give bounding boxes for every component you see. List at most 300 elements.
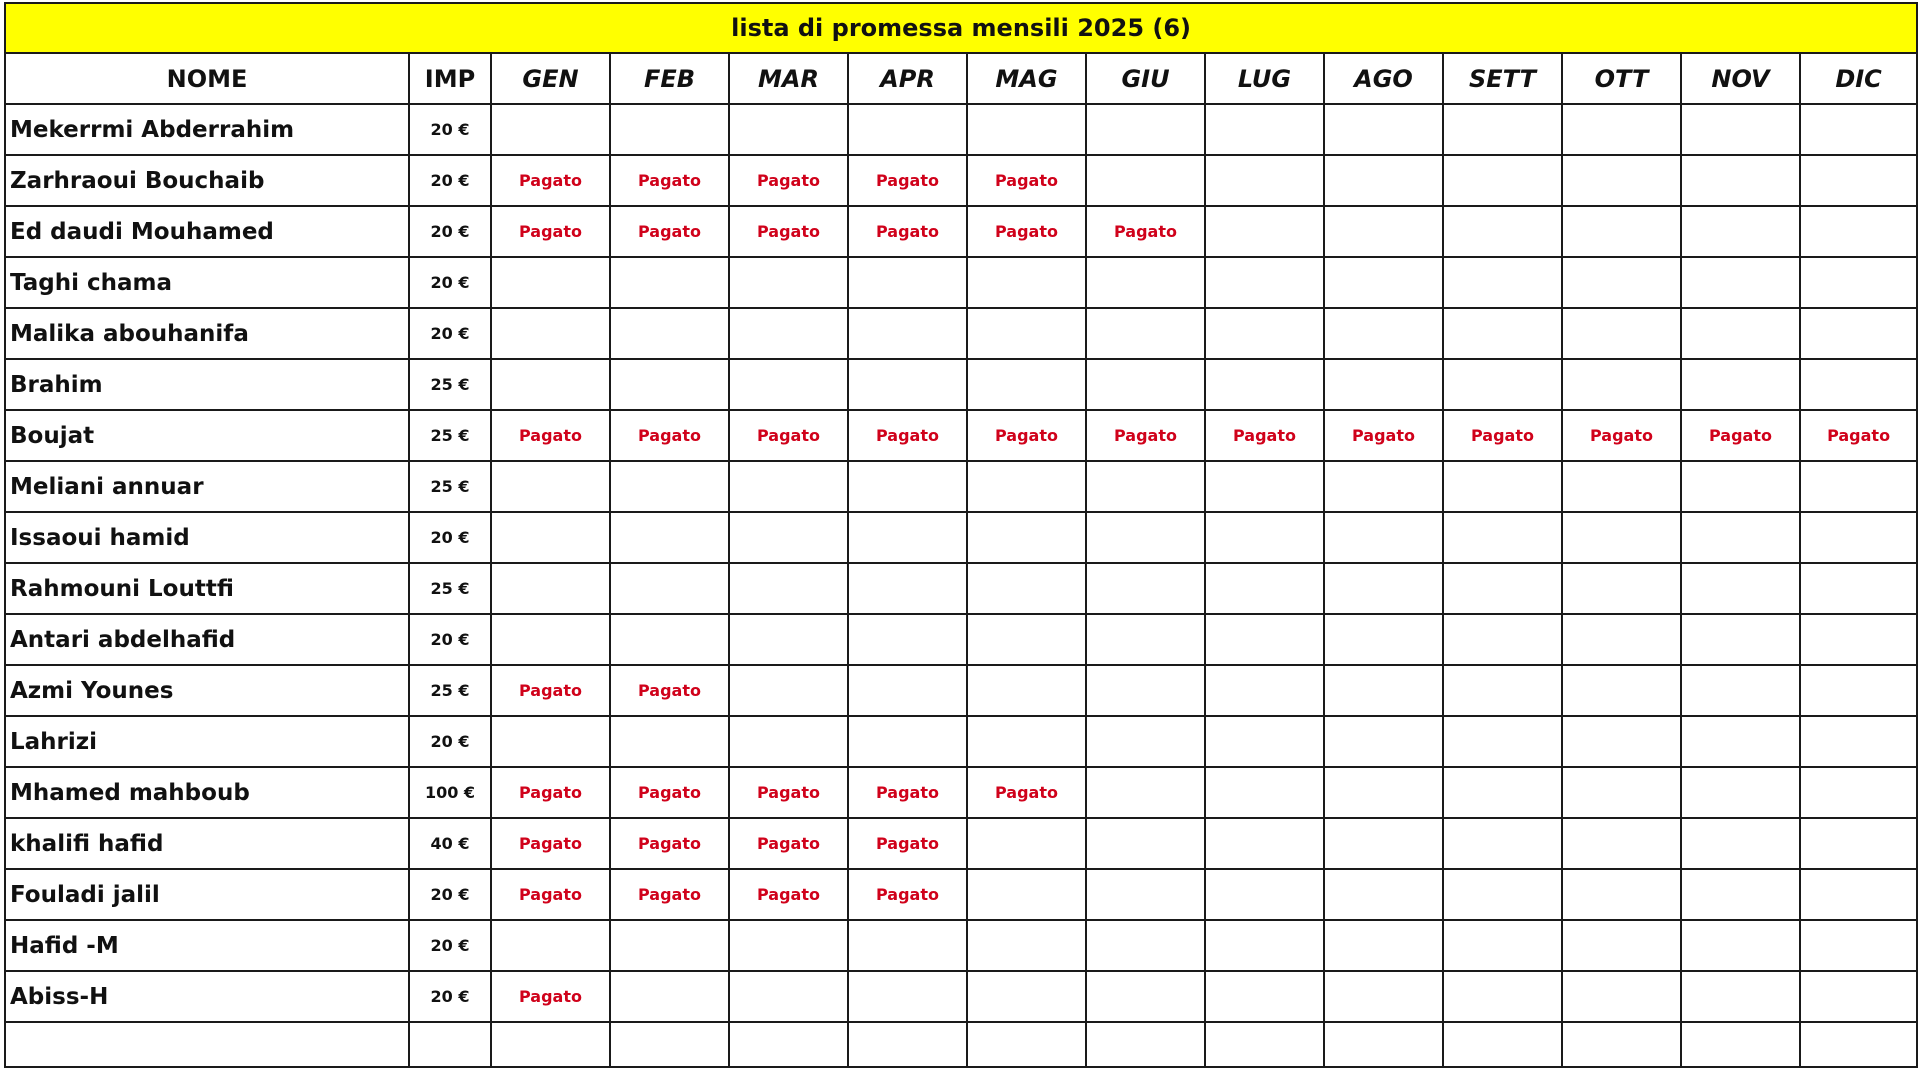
payment-cell-ago[interactable]	[1324, 206, 1443, 257]
table-body	[5, 104, 1917, 1067]
payment-cell-nov[interactable]	[1681, 512, 1800, 563]
payment-cell-nov[interactable]	[1681, 665, 1800, 716]
payment-cell-gen[interactable]: Pagato	[491, 971, 610, 1022]
payment-cell-dic[interactable]	[1800, 818, 1917, 869]
payment-cell-apr[interactable]: Pagato	[848, 206, 967, 257]
payment-cell-mag[interactable]	[967, 308, 1086, 359]
payment-cell-mag[interactable]: Pagato	[967, 410, 1086, 461]
payment-cell-nov[interactable]	[1681, 818, 1800, 869]
payment-cell-ago[interactable]	[1324, 104, 1443, 155]
payment-cell-ago[interactable]	[1324, 257, 1443, 308]
payment-cell-lug[interactable]	[1205, 767, 1324, 818]
member-name-cell[interactable]: Azmi Younes	[5, 665, 409, 716]
payment-cell-ago[interactable]	[1324, 920, 1443, 971]
table-row	[5, 308, 1917, 359]
payment-cell-giu[interactable]: Pagato	[1086, 410, 1205, 461]
payment-cell-apr[interactable]	[848, 971, 967, 1022]
payment-cell-gen[interactable]	[491, 461, 610, 512]
payment-cell-giu[interactable]: Pagato	[1086, 206, 1205, 257]
header-name[interactable]: NOME	[5, 53, 409, 104]
amount-cell[interactable]: 25 €	[409, 359, 491, 410]
payment-cell-gen[interactable]	[491, 104, 610, 155]
table-row	[5, 818, 1917, 869]
payment-cell-mag[interactable]	[967, 614, 1086, 665]
member-name-cell[interactable]: Zarhraoui Bouchaib	[5, 155, 409, 206]
table-row	[5, 563, 1917, 614]
payment-cell-feb[interactable]: Pagato	[610, 206, 729, 257]
payment-cell-giu[interactable]	[1086, 818, 1205, 869]
payment-cell-gen[interactable]	[491, 257, 610, 308]
amount-cell[interactable]: 20 €	[409, 869, 491, 920]
payment-cell-feb[interactable]	[610, 104, 729, 155]
payment-cell-ott[interactable]	[1562, 818, 1681, 869]
payment-cell-sett[interactable]	[1443, 869, 1562, 920]
payment-cell-feb[interactable]: Pagato	[610, 869, 729, 920]
payment-cell-mag[interactable]	[967, 971, 1086, 1022]
pledge-table	[4, 2, 1918, 1068]
payment-cell-sett[interactable]	[1443, 767, 1562, 818]
member-name-cell[interactable]: Ed daudi Mouhamed	[5, 206, 409, 257]
payment-cell-apr[interactable]: Pagato	[848, 767, 967, 818]
payment-cell-mar[interactable]	[729, 104, 848, 155]
table-row	[5, 1022, 1917, 1067]
payment-cell-apr[interactable]	[848, 512, 967, 563]
amount-cell[interactable]: 25 €	[409, 461, 491, 512]
payment-cell-gen[interactable]: Pagato	[491, 410, 610, 461]
payment-cell-sett[interactable]	[1443, 1022, 1562, 1067]
payment-cell-nov[interactable]	[1681, 869, 1800, 920]
payment-cell-feb[interactable]	[610, 257, 729, 308]
header-amount[interactable]: IMP	[409, 53, 491, 104]
payment-cell-nov[interactable]	[1681, 257, 1800, 308]
payment-cell-ott[interactable]	[1562, 512, 1681, 563]
amount-cell[interactable]: 20 €	[409, 104, 491, 155]
payment-cell-lug[interactable]	[1205, 155, 1324, 206]
payment-cell-mag[interactable]: Pagato	[967, 767, 1086, 818]
payment-cell-apr[interactable]: Pagato	[848, 410, 967, 461]
payment-cell-dic[interactable]	[1800, 104, 1917, 155]
payment-cell-lug[interactable]	[1205, 869, 1324, 920]
payment-cell-dic[interactable]	[1800, 257, 1917, 308]
payment-cell-mag[interactable]	[967, 1022, 1086, 1067]
payment-cell-giu[interactable]	[1086, 716, 1205, 767]
payment-cell-gen[interactable]	[491, 512, 610, 563]
payment-cell-mag[interactable]	[967, 818, 1086, 869]
payment-cell-nov[interactable]	[1681, 767, 1800, 818]
header-month-sett[interactable]: SETT	[1443, 53, 1562, 104]
amount-cell[interactable]: 25 €	[409, 410, 491, 461]
payment-cell-giu[interactable]	[1086, 971, 1205, 1022]
payment-cell-lug[interactable]	[1205, 104, 1324, 155]
payment-cell-mag[interactable]	[967, 920, 1086, 971]
payment-cell-lug[interactable]: Pagato	[1205, 410, 1324, 461]
payment-cell-ott[interactable]	[1562, 614, 1681, 665]
payment-cell-mar[interactable]	[729, 512, 848, 563]
header-month-feb[interactable]: FEB	[610, 53, 729, 104]
payment-cell-nov[interactable]	[1681, 308, 1800, 359]
payment-cell-mag[interactable]	[967, 512, 1086, 563]
payment-cell-ago[interactable]	[1324, 512, 1443, 563]
header-month-nov[interactable]: NOV	[1681, 53, 1800, 104]
payment-cell-lug[interactable]	[1205, 818, 1324, 869]
payment-cell-giu[interactable]	[1086, 155, 1205, 206]
payment-cell-nov[interactable]	[1681, 104, 1800, 155]
member-name-cell[interactable]: Fouladi jalil	[5, 869, 409, 920]
table-row	[5, 920, 1917, 971]
payment-cell-mar[interactable]	[729, 971, 848, 1022]
payment-cell-apr[interactable]	[848, 104, 967, 155]
payment-cell-ago[interactable]	[1324, 971, 1443, 1022]
payment-cell-dic[interactable]	[1800, 563, 1917, 614]
payment-cell-ott[interactable]: Pagato	[1562, 410, 1681, 461]
payment-cell-ago[interactable]	[1324, 461, 1443, 512]
member-name-cell[interactable]: Antari abdelhafid	[5, 614, 409, 665]
payment-cell-mar[interactable]	[729, 257, 848, 308]
payment-cell-sett[interactable]	[1443, 665, 1562, 716]
payment-cell-feb[interactable]: Pagato	[610, 818, 729, 869]
payment-cell-nov[interactable]	[1681, 920, 1800, 971]
payment-cell-dic[interactable]	[1800, 614, 1917, 665]
payment-cell-sett[interactable]	[1443, 920, 1562, 971]
payment-cell-ott[interactable]	[1562, 104, 1681, 155]
payment-cell-gen[interactable]: Pagato	[491, 767, 610, 818]
payment-cell-mag[interactable]	[967, 665, 1086, 716]
payment-cell-apr[interactable]	[848, 461, 967, 512]
payment-cell-apr[interactable]	[848, 1022, 967, 1067]
payment-cell-giu[interactable]	[1086, 257, 1205, 308]
header-month-ago[interactable]: AGO	[1324, 53, 1443, 104]
payment-cell-ott[interactable]	[1562, 359, 1681, 410]
payment-cell-dic[interactable]	[1800, 206, 1917, 257]
payment-cell-gen[interactable]	[491, 716, 610, 767]
payment-cell-nov[interactable]	[1681, 461, 1800, 512]
payment-cell-gen[interactable]: Pagato	[491, 818, 610, 869]
payment-cell-giu[interactable]	[1086, 308, 1205, 359]
payment-cell-ott[interactable]	[1562, 971, 1681, 1022]
payment-cell-ott[interactable]	[1562, 1022, 1681, 1067]
payment-cell-sett[interactable]	[1443, 257, 1562, 308]
payment-cell-mag[interactable]	[967, 869, 1086, 920]
payment-cell-feb[interactable]: Pagato	[610, 410, 729, 461]
payment-cell-sett[interactable]	[1443, 614, 1562, 665]
member-name-cell[interactable]: Mekerrmi Abderrahim	[5, 104, 409, 155]
payment-cell-lug[interactable]	[1205, 512, 1324, 563]
payment-cell-dic[interactable]	[1800, 308, 1917, 359]
payment-cell-apr[interactable]	[848, 716, 967, 767]
payment-cell-ott[interactable]	[1562, 308, 1681, 359]
payment-cell-sett[interactable]: Pagato	[1443, 410, 1562, 461]
table-row	[5, 155, 1917, 206]
amount-cell[interactable]: 40 €	[409, 818, 491, 869]
payment-cell-dic[interactable]	[1800, 665, 1917, 716]
payment-cell-feb[interactable]	[610, 512, 729, 563]
member-name-cell[interactable]: Rahmouni Louttfi	[5, 563, 409, 614]
payment-cell-mar[interactable]	[729, 1022, 848, 1067]
payment-cell-apr[interactable]: Pagato	[848, 818, 967, 869]
payment-cell-giu[interactable]	[1086, 1022, 1205, 1067]
payment-cell-dic[interactable]	[1800, 155, 1917, 206]
payment-cell-nov[interactable]: Pagato	[1681, 410, 1800, 461]
payment-cell-sett[interactable]	[1443, 716, 1562, 767]
payment-cell-dic[interactable]	[1800, 359, 1917, 410]
payment-cell-ago[interactable]	[1324, 308, 1443, 359]
payment-cell-lug[interactable]	[1205, 920, 1324, 971]
payment-cell-dic[interactable]	[1800, 920, 1917, 971]
payment-cell-lug[interactable]	[1205, 563, 1324, 614]
table-row	[5, 665, 1917, 716]
payment-cell-mar[interactable]	[729, 614, 848, 665]
payment-cell-feb[interactable]	[610, 461, 729, 512]
payment-cell-ago[interactable]: Pagato	[1324, 410, 1443, 461]
payment-cell-sett[interactable]	[1443, 563, 1562, 614]
payment-cell-apr[interactable]	[848, 359, 967, 410]
payment-cell-sett[interactable]	[1443, 155, 1562, 206]
member-name-cell[interactable]: Hafid -M	[5, 920, 409, 971]
payment-cell-nov[interactable]	[1681, 971, 1800, 1022]
payment-cell-gen[interactable]	[491, 563, 610, 614]
payment-cell-mar[interactable]: Pagato	[729, 869, 848, 920]
payment-cell-lug[interactable]	[1205, 1022, 1324, 1067]
payment-cell-mar[interactable]	[729, 461, 848, 512]
table-row	[5, 767, 1917, 818]
amount-cell[interactable]: 20 €	[409, 614, 491, 665]
payment-cell-lug[interactable]	[1205, 257, 1324, 308]
payment-cell-gen[interactable]	[491, 359, 610, 410]
header-month-apr[interactable]: APR	[848, 53, 967, 104]
payment-cell-feb[interactable]	[610, 614, 729, 665]
payment-cell-nov[interactable]	[1681, 359, 1800, 410]
payment-cell-giu[interactable]	[1086, 767, 1205, 818]
payment-cell-sett[interactable]	[1443, 971, 1562, 1022]
payment-cell-mag[interactable]	[967, 359, 1086, 410]
member-name-cell[interactable]: Issaoui hamid	[5, 512, 409, 563]
payment-cell-mag[interactable]: Pagato	[967, 206, 1086, 257]
payment-cell-ott[interactable]	[1562, 155, 1681, 206]
payment-cell-lug[interactable]	[1205, 971, 1324, 1022]
payment-cell-ago[interactable]	[1324, 155, 1443, 206]
amount-cell[interactable]	[409, 1022, 491, 1067]
payment-cell-ott[interactable]	[1562, 257, 1681, 308]
payment-cell-ago[interactable]	[1324, 614, 1443, 665]
payment-cell-mar[interactable]	[729, 716, 848, 767]
payment-cell-dic[interactable]: Pagato	[1800, 410, 1917, 461]
payment-cell-giu[interactable]	[1086, 563, 1205, 614]
payment-cell-lug[interactable]	[1205, 308, 1324, 359]
payment-cell-ott[interactable]	[1562, 461, 1681, 512]
payment-cell-feb[interactable]	[610, 716, 729, 767]
payment-cell-mag[interactable]	[967, 563, 1086, 614]
payment-cell-mar[interactable]: Pagato	[729, 818, 848, 869]
payment-cell-ago[interactable]	[1324, 1022, 1443, 1067]
payment-cell-giu[interactable]	[1086, 461, 1205, 512]
payment-cell-mag[interactable]	[967, 257, 1086, 308]
payment-cell-feb[interactable]	[610, 1022, 729, 1067]
payment-cell-mar[interactable]	[729, 920, 848, 971]
payment-cell-gen[interactable]: Pagato	[491, 206, 610, 257]
payment-cell-giu[interactable]	[1086, 512, 1205, 563]
header-row	[5, 53, 1917, 104]
payment-cell-gen[interactable]: Pagato	[491, 869, 610, 920]
payment-cell-sett[interactable]	[1443, 512, 1562, 563]
payment-cell-giu[interactable]	[1086, 920, 1205, 971]
member-name-cell[interactable]: Abiss-H	[5, 971, 409, 1022]
payment-cell-ago[interactable]	[1324, 665, 1443, 716]
payment-cell-lug[interactable]	[1205, 359, 1324, 410]
amount-cell[interactable]: 20 €	[409, 716, 491, 767]
payment-cell-sett[interactable]	[1443, 104, 1562, 155]
payment-cell-dic[interactable]	[1800, 461, 1917, 512]
amount-cell[interactable]: 20 €	[409, 920, 491, 971]
payment-cell-feb[interactable]	[610, 563, 729, 614]
member-name-cell[interactable]: Mhamed mahboub	[5, 767, 409, 818]
payment-cell-apr[interactable]: Pagato	[848, 155, 967, 206]
header-month-gen[interactable]: GEN	[491, 53, 610, 104]
payment-cell-nov[interactable]	[1681, 563, 1800, 614]
amount-cell[interactable]: 20 €	[409, 971, 491, 1022]
payment-cell-ott[interactable]	[1562, 869, 1681, 920]
payment-cell-gen[interactable]: Pagato	[491, 665, 610, 716]
payment-cell-dic[interactable]	[1800, 1022, 1917, 1067]
payment-cell-gen[interactable]	[491, 920, 610, 971]
payment-cell-ott[interactable]	[1562, 920, 1681, 971]
member-name-cell[interactable]: khalifi hafid	[5, 818, 409, 869]
table-row	[5, 512, 1917, 563]
payment-cell-ott[interactable]	[1562, 665, 1681, 716]
payment-cell-mar[interactable]	[729, 308, 848, 359]
amount-cell[interactable]: 20 €	[409, 155, 491, 206]
payment-cell-dic[interactable]	[1800, 971, 1917, 1022]
payment-cell-ago[interactable]	[1324, 869, 1443, 920]
member-name-cell[interactable]: Brahim	[5, 359, 409, 410]
payment-cell-giu[interactable]	[1086, 104, 1205, 155]
payment-cell-dic[interactable]	[1800, 767, 1917, 818]
payment-cell-dic[interactable]	[1800, 716, 1917, 767]
payment-cell-sett[interactable]	[1443, 818, 1562, 869]
payment-cell-lug[interactable]	[1205, 614, 1324, 665]
payment-cell-feb[interactable]	[610, 308, 729, 359]
payment-cell-gen[interactable]: Pagato	[491, 155, 610, 206]
payment-cell-feb[interactable]	[610, 971, 729, 1022]
payment-cell-mar[interactable]: Pagato	[729, 206, 848, 257]
payment-cell-apr[interactable]	[848, 665, 967, 716]
payment-cell-mag[interactable]: Pagato	[967, 155, 1086, 206]
payment-cell-ago[interactable]	[1324, 767, 1443, 818]
payment-cell-nov[interactable]	[1681, 614, 1800, 665]
payment-cell-feb[interactable]: Pagato	[610, 767, 729, 818]
payment-cell-feb[interactable]	[610, 920, 729, 971]
payment-cell-nov[interactable]	[1681, 155, 1800, 206]
header-month-giu[interactable]: GIU	[1086, 53, 1205, 104]
payment-cell-ott[interactable]	[1562, 716, 1681, 767]
payment-cell-lug[interactable]	[1205, 206, 1324, 257]
payment-cell-mar[interactable]	[729, 563, 848, 614]
payment-cell-apr[interactable]: Pagato	[848, 869, 967, 920]
payment-cell-sett[interactable]	[1443, 308, 1562, 359]
payment-cell-apr[interactable]	[848, 563, 967, 614]
table-row	[5, 614, 1917, 665]
payment-cell-ago[interactable]	[1324, 818, 1443, 869]
payment-cell-ott[interactable]	[1562, 563, 1681, 614]
payment-cell-lug[interactable]	[1205, 716, 1324, 767]
amount-cell[interactable]: 20 €	[409, 308, 491, 359]
payment-cell-apr[interactable]	[848, 920, 967, 971]
pledge-sheet	[4, 2, 1916, 1078]
payment-cell-feb[interactable]: Pagato	[610, 665, 729, 716]
payment-cell-apr[interactable]	[848, 308, 967, 359]
payment-cell-gen[interactable]	[491, 1022, 610, 1067]
payment-cell-gen[interactable]	[491, 614, 610, 665]
payment-cell-mag[interactable]	[967, 716, 1086, 767]
payment-cell-mar[interactable]	[729, 359, 848, 410]
table-row	[5, 869, 1917, 920]
payment-cell-mar[interactable]: Pagato	[729, 410, 848, 461]
payment-cell-giu[interactable]	[1086, 665, 1205, 716]
payment-cell-mag[interactable]	[967, 104, 1086, 155]
header-month-mag[interactable]: MAG	[967, 53, 1086, 104]
payment-cell-gen[interactable]	[491, 308, 610, 359]
header-month-ott[interactable]: OTT	[1562, 53, 1681, 104]
header-month-lug[interactable]: LUG	[1205, 53, 1324, 104]
amount-cell[interactable]: 100 €	[409, 767, 491, 818]
sheet-title[interactable]: lista di promessa mensili 2025 (6)	[5, 3, 1917, 53]
payment-cell-ott[interactable]	[1562, 206, 1681, 257]
table-row	[5, 461, 1917, 512]
payment-cell-lug[interactable]	[1205, 665, 1324, 716]
payment-cell-mar[interactable]: Pagato	[729, 155, 848, 206]
member-name-cell[interactable]	[5, 1022, 409, 1067]
payment-cell-nov[interactable]	[1681, 206, 1800, 257]
payment-cell-lug[interactable]	[1205, 461, 1324, 512]
member-name-cell[interactable]: Boujat	[5, 410, 409, 461]
payment-cell-giu[interactable]	[1086, 614, 1205, 665]
payment-cell-mar[interactable]	[729, 665, 848, 716]
payment-cell-giu[interactable]	[1086, 869, 1205, 920]
payment-cell-mar[interactable]: Pagato	[729, 767, 848, 818]
member-name-cell[interactable]: Lahrizi	[5, 716, 409, 767]
payment-cell-sett[interactable]	[1443, 359, 1562, 410]
payment-cell-dic[interactable]	[1800, 869, 1917, 920]
payment-cell-feb[interactable]: Pagato	[610, 155, 729, 206]
header-month-dic[interactable]: DIC	[1800, 53, 1917, 104]
payment-cell-sett[interactable]	[1443, 206, 1562, 257]
payment-cell-sett[interactable]	[1443, 461, 1562, 512]
amount-cell[interactable]: 20 €	[409, 206, 491, 257]
member-name-cell[interactable]: Meliani annuar	[5, 461, 409, 512]
payment-cell-giu[interactable]	[1086, 359, 1205, 410]
payment-cell-dic[interactable]	[1800, 512, 1917, 563]
payment-cell-mag[interactable]	[967, 461, 1086, 512]
payment-cell-apr[interactable]	[848, 614, 967, 665]
member-name-cell[interactable]: Malika abouhanifa	[5, 308, 409, 359]
payment-cell-apr[interactable]	[848, 257, 967, 308]
amount-cell[interactable]: 20 €	[409, 257, 491, 308]
payment-cell-ago[interactable]	[1324, 563, 1443, 614]
payment-cell-nov[interactable]	[1681, 716, 1800, 767]
amount-cell[interactable]: 25 €	[409, 563, 491, 614]
payment-cell-ago[interactable]	[1324, 359, 1443, 410]
payment-cell-ago[interactable]	[1324, 716, 1443, 767]
header-month-mar[interactable]: MAR	[729, 53, 848, 104]
payment-cell-feb[interactable]	[610, 359, 729, 410]
table-row	[5, 971, 1917, 1022]
table-row	[5, 359, 1917, 410]
payment-cell-ott[interactable]	[1562, 767, 1681, 818]
payment-cell-nov[interactable]	[1681, 1022, 1800, 1067]
table-row	[5, 716, 1917, 767]
amount-cell[interactable]: 20 €	[409, 512, 491, 563]
member-name-cell[interactable]: Taghi chama	[5, 257, 409, 308]
amount-cell[interactable]: 25 €	[409, 665, 491, 716]
